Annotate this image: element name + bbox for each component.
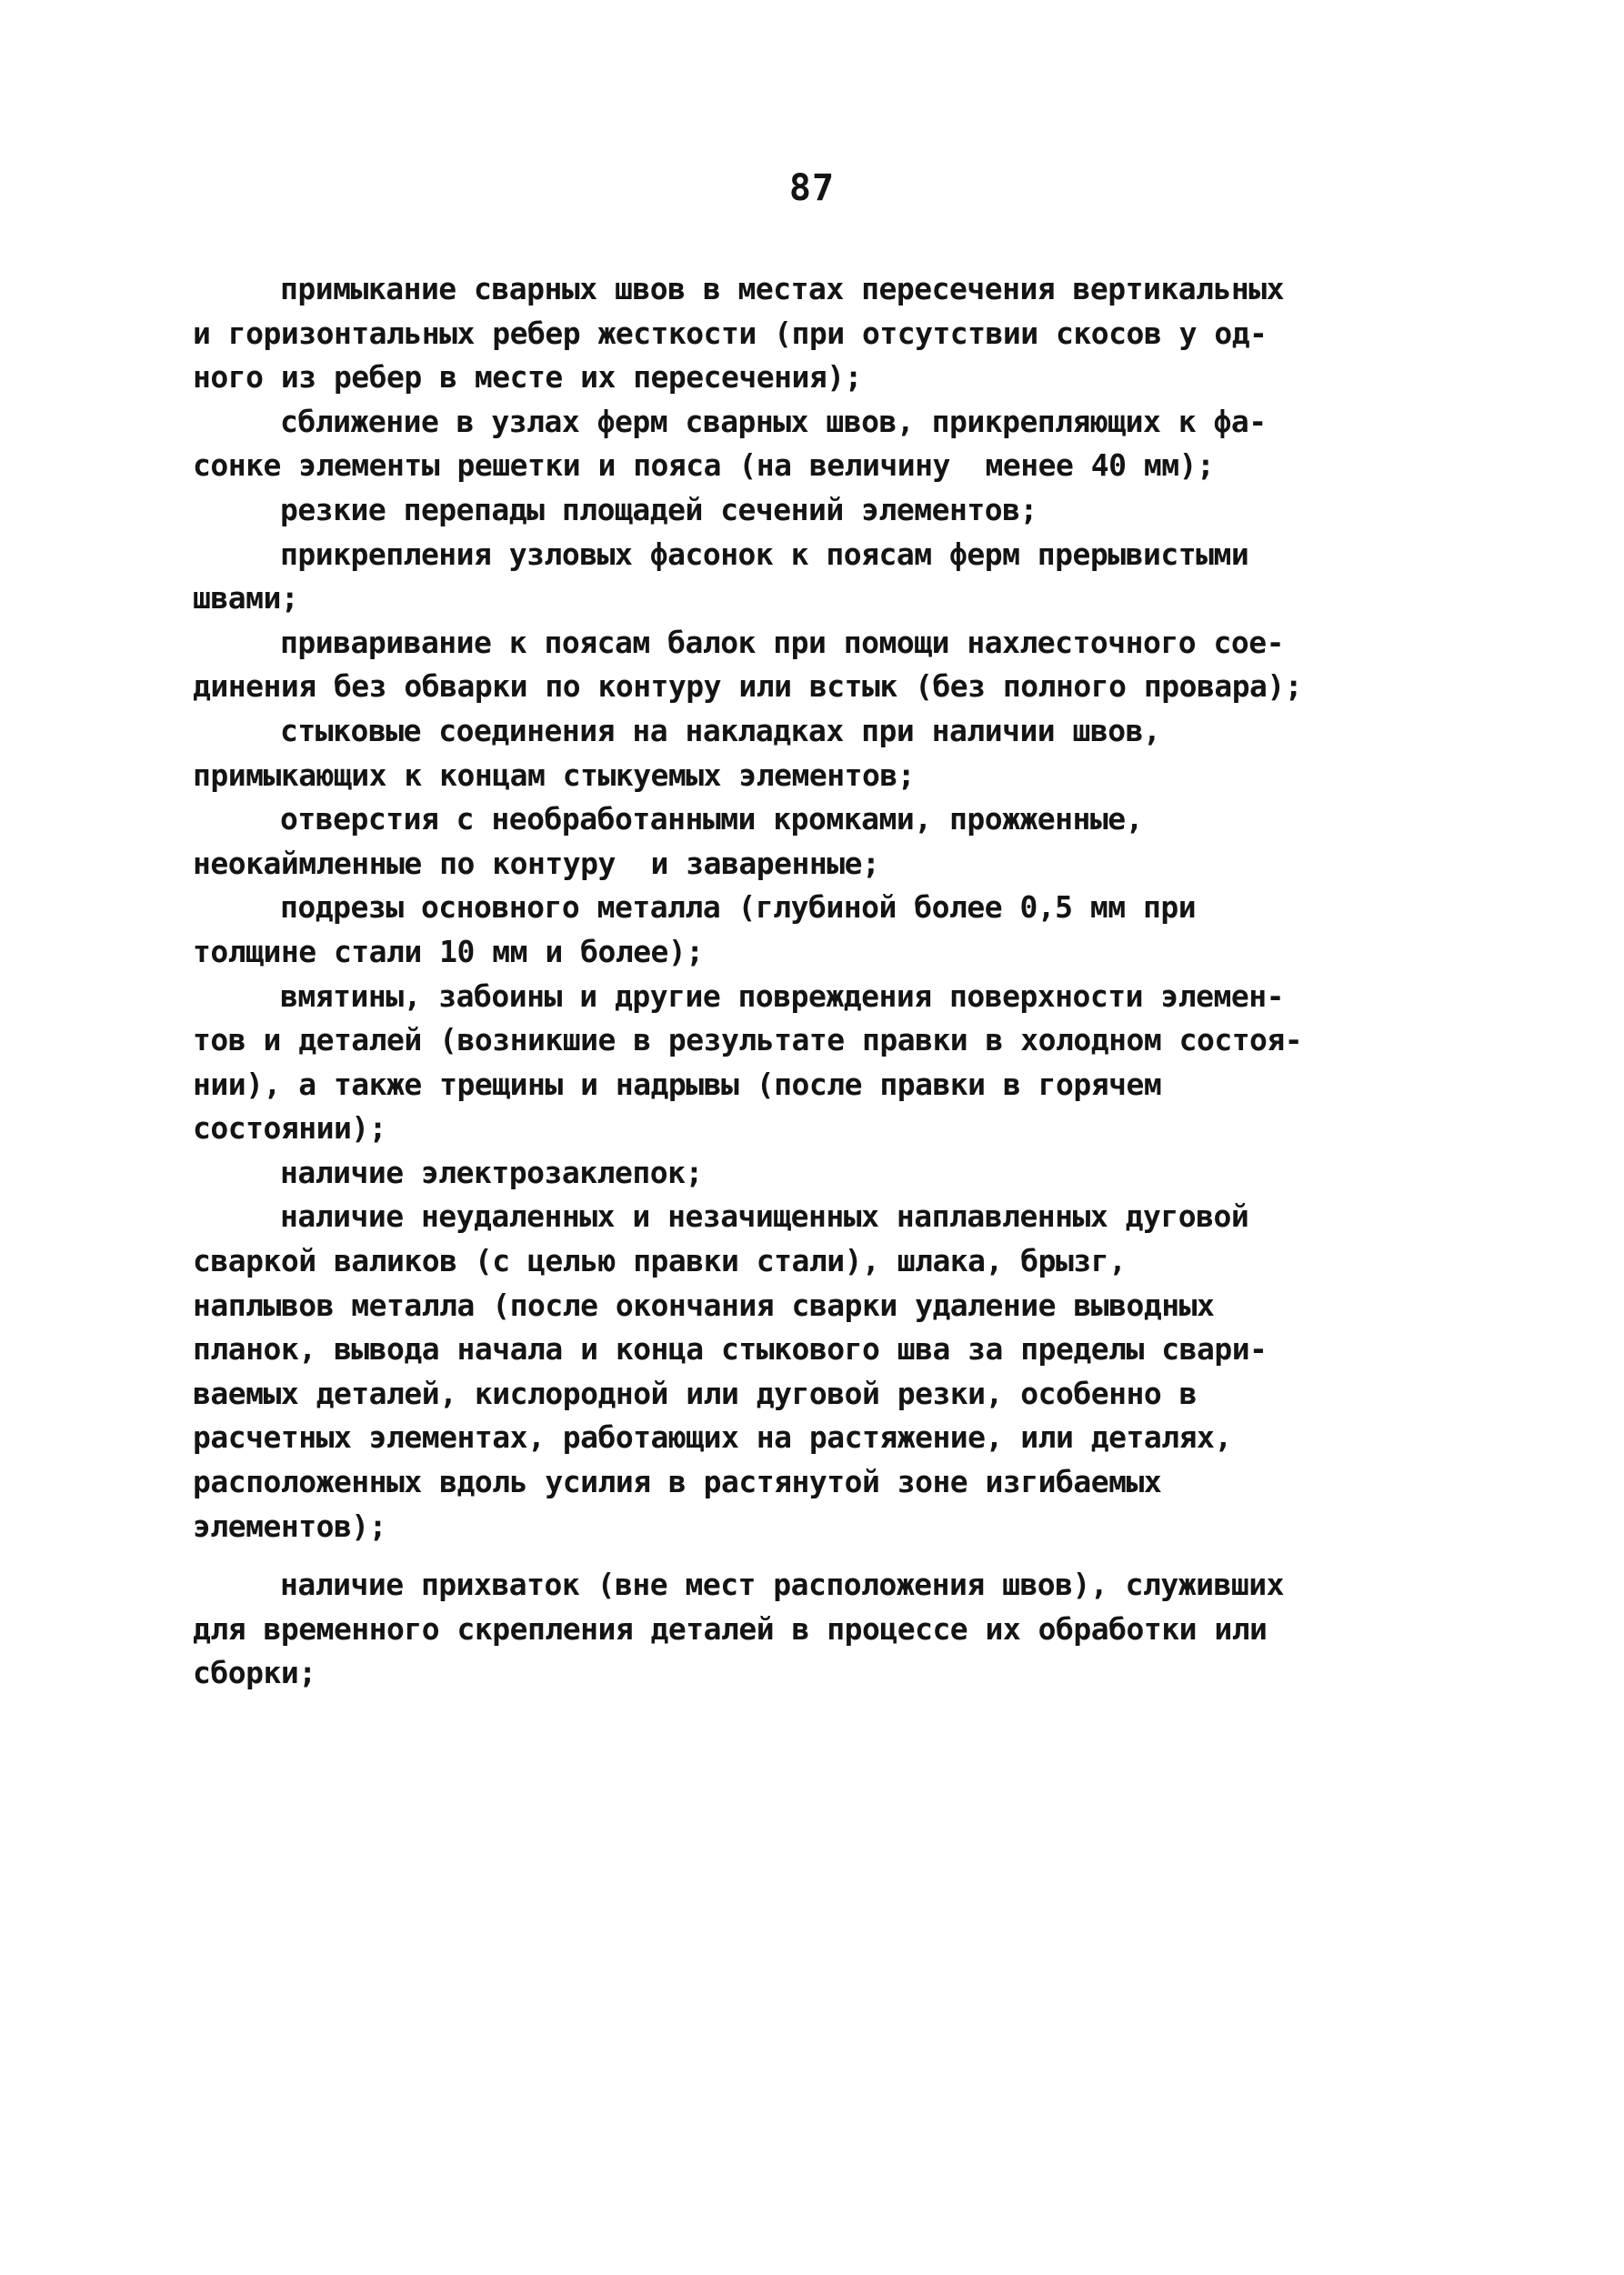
- text-line: примыкание сварных швов в местах пересечения вертикальных: [280, 271, 1284, 306]
- body-text: [193, 267, 1366, 1696]
- text-line: планок, вывода начала и конца стыкового шва за пределы свари-: [193, 1331, 1268, 1368]
- text-line: тов и деталей (возникшие в результате правки в холодном состоя-: [193, 1022, 1303, 1058]
- text-line: наличие прихваток (вне мест расположения швов), служивших: [280, 1567, 1284, 1603]
- text-line: элементов);: [193, 1508, 387, 1544]
- text-line: наплывов металла (после окончания сварки удаление выводных: [193, 1287, 1215, 1323]
- text-line: сборки;: [193, 1655, 316, 1691]
- text-line: швами;: [193, 580, 299, 616]
- text-line: неокаймленные по контуру и заваренные;: [193, 845, 880, 881]
- text-line: примыкающих к концам стыкуемых элементов;: [193, 757, 916, 793]
- text-line: динения без обварки по контуру или встык (без полного провара);: [193, 668, 1303, 705]
- text-line: расчетных элементах, работающих на растяжение, или деталях,: [193, 1419, 1232, 1456]
- text-line: вмятины, забоины и другие повреждения поверхности элемен-: [280, 977, 1284, 1014]
- text-line: нии), а также трещины и надрывы (после правки в горячем: [193, 1066, 1162, 1102]
- text-line: подрезы основного металла (глубиной более 0,5 мм при: [280, 889, 1197, 926]
- text-line: прикрепления узловых фасонок к поясам ферм прерывистыми: [280, 536, 1249, 572]
- text-line: состоянии);: [193, 1110, 387, 1147]
- text-line: ного из ребер в месте их пересечения);: [193, 359, 862, 396]
- text-line: сонке элементы решетки и пояса (на величину менее 40 мм);: [193, 447, 1215, 484]
- text-line: и горизонтальных ребер жесткости (при отсутствии скосов у од-: [193, 315, 1268, 351]
- text-line: наличие электрозаклепок;: [280, 1154, 703, 1190]
- text-line: сближение в узлах ферм сварных швов, прикрепляющих к фа-: [280, 403, 1267, 439]
- text-line: отверстия с необработанными кромками, прожженные,: [280, 801, 1144, 837]
- text-line: для временного скрепления деталей в процессе их обработки или: [193, 1610, 1268, 1647]
- text-line: ваемых деталей, кислородной или дуговой резки, особенно в: [193, 1375, 1197, 1411]
- page-number: 87: [788, 167, 836, 209]
- text-line: толщине стали 10 мм и более);: [193, 933, 704, 969]
- text-line: расположенных вдоль усилия в растянутой зоне изгибаемых: [193, 1464, 1162, 1500]
- text-line: приваривание к поясам балок при помощи нахлесточного сое-: [280, 624, 1284, 660]
- text-line: наличие неудаленных и незачищенных наплавленных дуговой: [280, 1198, 1249, 1235]
- text-line: стыковые соединения на накладках при наличии швов,: [280, 712, 1161, 748]
- text-line: сваркой валиков (с целью правки стали), шлака, брызг,: [193, 1243, 1127, 1279]
- text-line: резкие перепады площадей сечений элементов;: [280, 491, 1038, 527]
